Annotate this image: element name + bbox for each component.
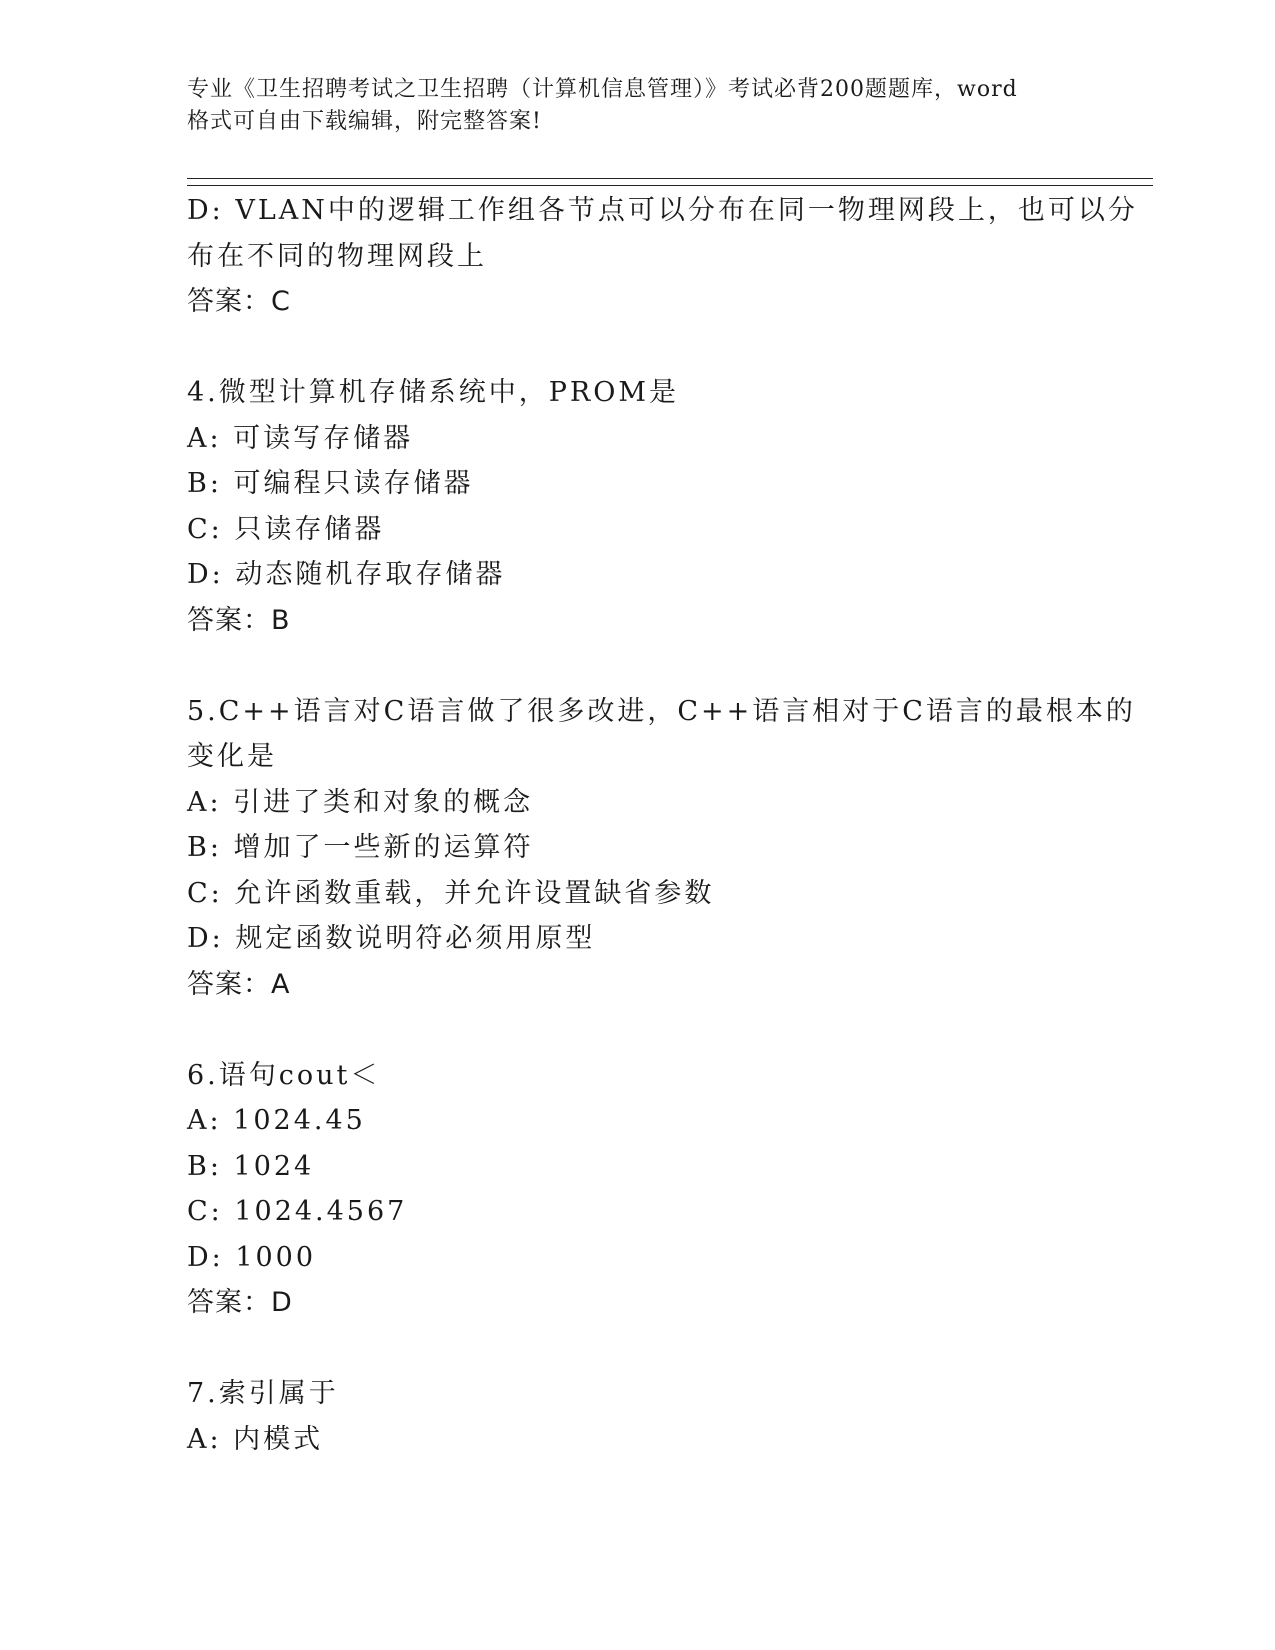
option-a: A: 可读写存储器 <box>187 422 414 454</box>
answer: 答案：B <box>187 604 291 636</box>
option-b: B: 增加了一些新的运算符 <box>187 832 534 863</box>
header-title-line2: 格式可自由下载编辑，附完整答案! <box>187 109 542 134</box>
answer: 答案：D <box>187 1287 293 1318</box>
option-b: B: 1024 <box>187 1150 315 1182</box>
option-d-continued: 布在不同的物理网段上 <box>187 240 487 272</box>
question-list <box>187 188 1138 1462</box>
option-a: A: 内模式 <box>187 1423 324 1455</box>
question-stem-continued: 变化是 <box>187 741 277 772</box>
question-stem: 4.微型计算机存储系统中，PROM是 <box>187 377 680 408</box>
document-header <box>187 74 1087 138</box>
header-title-line1: 专业《卫生招聘考试之卫生招聘（计算机信息管理）》考试必背200题题库，word <box>187 77 1018 102</box>
option-c: C: 1024.4567 <box>187 1196 408 1227</box>
option-b: B: 可编程只读存储器 <box>187 468 474 499</box>
question-stem: 5.C++语言对C语言做了很多改进，C++语言相对于C语言的最根本的 <box>187 695 1136 727</box>
option-d: D: 动态随机存取存储器 <box>187 559 506 590</box>
question-stem: 6.语句cout＜ <box>187 1059 381 1091</box>
option-d: D: 规定函数说明符必须用原型 <box>187 923 596 954</box>
option-c: C: 允许函数重载，并允许设置缺省参数 <box>187 877 715 909</box>
question-stem: 7.索引属于 <box>187 1378 339 1409</box>
option-a: A: 引进了类和对象的概念 <box>187 786 534 818</box>
question-5 <box>187 689 1136 1008</box>
option-c: C: 只读存储器 <box>187 513 385 545</box>
option-d: D: VLAN中的逻辑工作组各节点可以分布在同一物理网段上，也可以分 <box>187 195 1138 226</box>
option-d: D: 1000 <box>187 1241 317 1273</box>
question-6 <box>187 1053 1087 1326</box>
spacer <box>187 325 1087 371</box>
answer: 答案：C <box>187 286 291 317</box>
question-4 <box>187 370 1087 643</box>
answer: 答案：A <box>187 968 291 1000</box>
spacer <box>187 1007 1087 1053</box>
spacer <box>187 1326 1087 1372</box>
question-7 <box>187 1371 1087 1462</box>
spacer <box>187 643 1087 689</box>
question-3 <box>187 188 1138 325</box>
header-divider <box>187 178 1153 186</box>
option-a: A: 1024.45 <box>187 1105 366 1136</box>
